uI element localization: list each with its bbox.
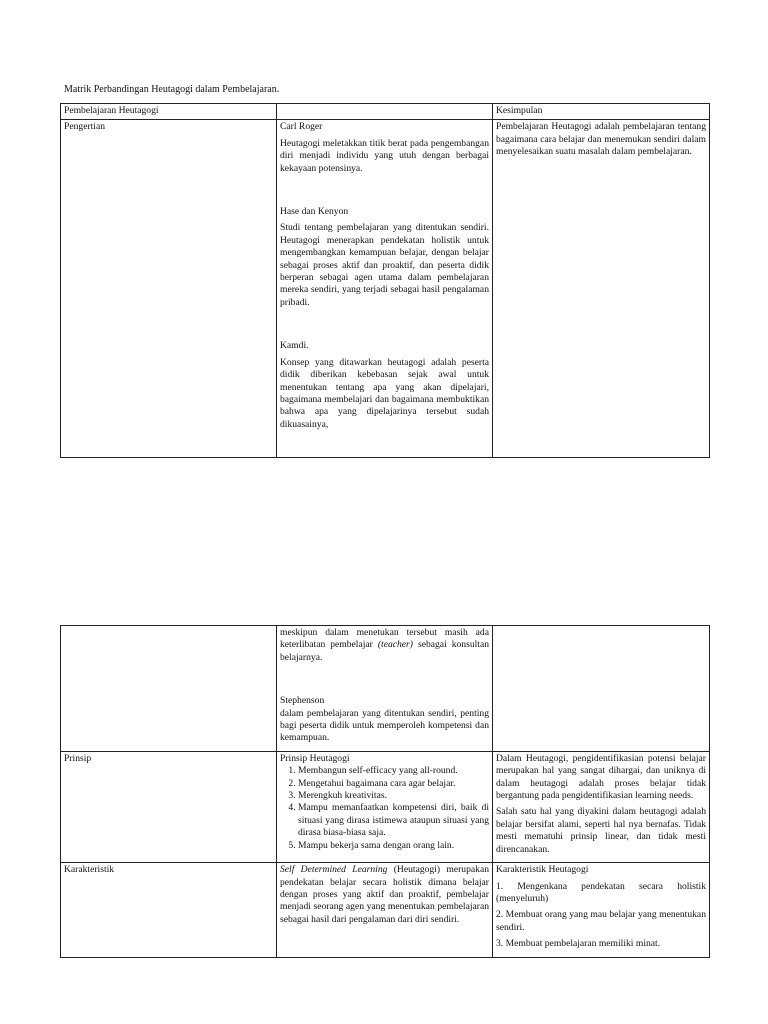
- row-label: Pengertian: [61, 120, 277, 458]
- source-author: Kamdi.: [280, 340, 309, 352]
- document-title: Matrik Perbandingan Heutagogi dalam Pembelajaran.: [64, 84, 280, 95]
- source-text-before: meskipun dalam menetukan tersebut masih ada keterlibatan pembelajar: [280, 627, 489, 651]
- header-cell: Kesimpulan: [493, 104, 710, 120]
- list-item: 3. Merengkuh kreativitas.: [298, 790, 489, 802]
- list-item: 1. Membangun self-efficacy yang all-round.: [298, 765, 489, 777]
- source-author: Hase dan Kenyon: [280, 206, 349, 218]
- list-item: 5. Mampu bekerja sama dengan orang lain.: [298, 840, 489, 852]
- prinsip-heading: Prinsip Heutagogi: [280, 752, 350, 764]
- kesimpulan-paragraph: Salah satu hal yang diyakini dalam heutagogi adalah belajar bersifat alami, seperti hal nya bernafas. Tidak mesti mematuhi prinsip linear, dan tidak mesti direncanakan.: [496, 806, 706, 855]
- list-item: 2. Mengetahui bagaimana cara agar belajar.: [298, 778, 489, 790]
- kesimpulan-cell: [493, 751, 710, 862]
- header-cell: [277, 104, 493, 120]
- source-text: dalam pembelajaran yang ditentukan sendiri, penting bagi peserta didik untuk memperoleh kompetensi dan kemampuan.: [280, 707, 489, 744]
- karakteristik-text: (Heutagogi) merupakan pendekatan belajar secara holistik dimana belajar dengan proses yang aktif dan proaktif, pembelajar menjadi seorang agen yang menentukan pembelajaran sebagai hasil dari pengalaman dari diri sendiri.: [280, 864, 489, 925]
- table-row-pengertian-continued: [61, 626, 710, 752]
- source-text: [280, 627, 489, 664]
- prinsip-list: [280, 765, 489, 852]
- list-item: 1. Mengenkana pendekatan secara holistik (menyeluruh): [496, 880, 706, 904]
- prinsip-cell: [277, 751, 493, 862]
- source-author: Carl Roger: [280, 121, 323, 133]
- source-author: Stephenson: [280, 695, 325, 707]
- kesimpulan-heading: Karakteristik Heutagogi: [496, 864, 589, 876]
- source-text-after: sebagai konsultan belajarnya.: [280, 639, 489, 663]
- kesimpulan-paragraph: Dalam Heutagogi, pengidentifikasian potensi belajar merupakan hal yang sangat dihargai, dan uniknya di dalam heutagogi adalah proses belajar tidak bergantung pada pengidentifikasian learning needs.: [496, 752, 706, 802]
- karakteristik-cell: [277, 863, 493, 957]
- row-label-empty: [61, 626, 277, 752]
- comparison-table-page-1: [60, 103, 710, 458]
- header-cell: Pembelajaran Heutagogi: [61, 104, 277, 120]
- table-row-prinsip: [61, 751, 710, 862]
- comparison-table-page-2: [60, 625, 710, 958]
- row-label: Karakteristik: [61, 863, 277, 957]
- definitions-cell: [277, 120, 493, 458]
- table-header-row: [61, 104, 710, 120]
- italic-lead: Self Determined Learning: [280, 864, 388, 876]
- table-row-pengertian: [61, 120, 710, 458]
- table-row-karakteristik: [61, 863, 710, 957]
- kesimpulan-cell-empty: [493, 626, 710, 752]
- list-item: 2. Membuat orang yang mau belajar yang menentukan sendiri.: [496, 909, 706, 933]
- list-item: 4. Mampu memanfaatkan kompetensi diri, baik di situasi yang dirasa istimewa ataupun situasi yang dirasa biasa-biasa saja.: [298, 802, 489, 839]
- definitions-cell-continued: [277, 626, 493, 752]
- kesimpulan-cell: Pembelajaran Heutagogi adalah pembelajaran tentang bagaimana cara belajar dan menemukan sendiri dalam menyelesaikan suatu masalah dalam pembelajaran.: [493, 120, 710, 458]
- kesimpulan-cell: [493, 863, 710, 957]
- source-text-italic: (teacher): [377, 639, 413, 651]
- source-text: Studi tentang pembelajaran yang ditentukan sendiri. Heutagogi menerapkan pendekatan holistik untuk mengembangkan kemampuan belajar, dengan belajar sebagai proses aktif dan proaktif, dan peserta didik berperan sebagai agen utama dalam pembelajaran mereka sendiri, yang terjadi sebagai hasil pengalaman pribadi.: [280, 222, 489, 308]
- list-item: 3. Membuat pembelajaran memiliki minat.: [496, 938, 661, 950]
- source-text: Konsep yang ditawarkan heutagogi adalah peserta didik diberikan kebebasan sejak awal untuk menentukan tentang apa yang akan dipelajari, bagaimana membelajari dan bagaimana membuktikan bahwa apa yang dipelajarinya tersebut sudah dikuasainya,: [280, 356, 489, 430]
- row-label: Prinsip: [61, 751, 277, 862]
- source-text: Heutagogi meletakkan titik berat pada pengembangan diri menjadi individu yang utuh dengan berbagai kekayaan potensinya.: [280, 137, 489, 174]
